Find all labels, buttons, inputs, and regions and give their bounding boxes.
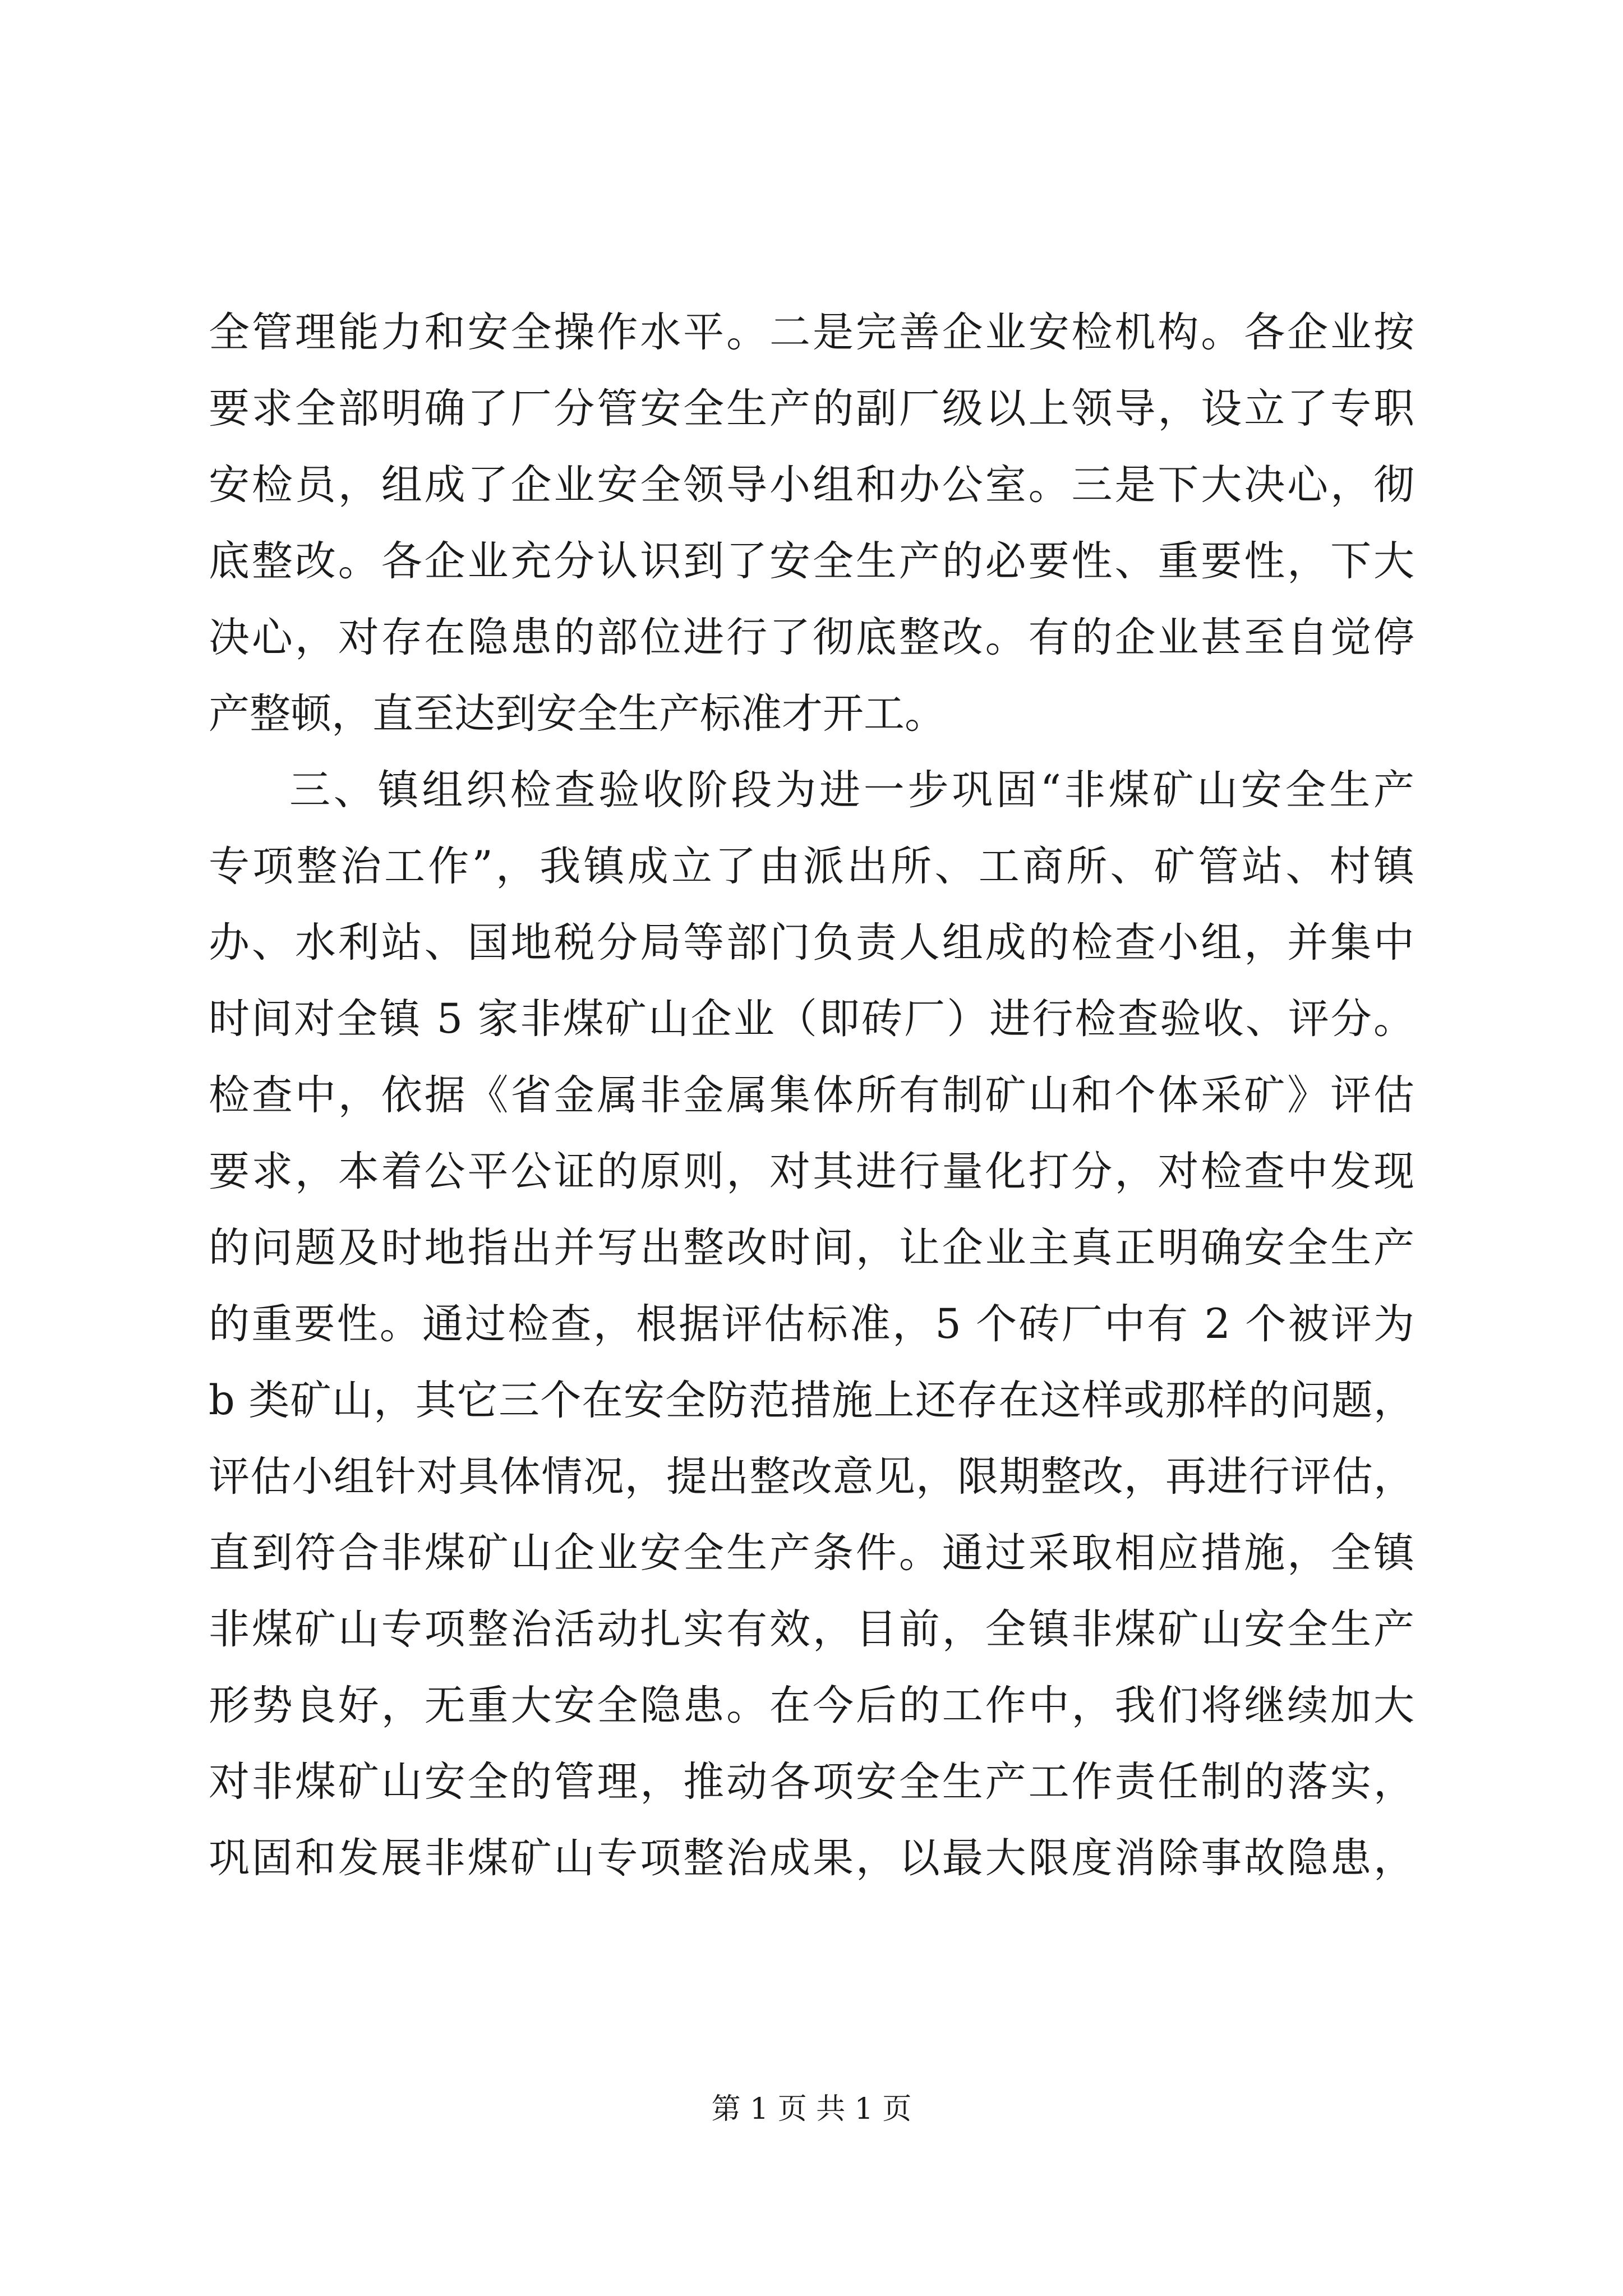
paragraph-start-line: 三、镇组织检查验收阶段为进一步巩固“非煤矿山安全生产 (289, 766, 1414, 814)
text-line: 决心，对存在隐患的部位进行了彻底整改。有的企业甚至自觉停 (209, 614, 1414, 661)
text-line: 办、水利站、国地税分局等部门负责人组成的检查小组，并集中 (209, 919, 1414, 967)
text-line: 产整顿，直至达到安全生产标准才开工。 (209, 690, 946, 738)
text-line: b 类矿山，其它三个在安全防范措施上还存在这样或那样的问题， (209, 1377, 1414, 1424)
text-line: 要求全部明确了厂分管安全生产的副厂级以上领导，设立了专职 (209, 385, 1414, 432)
text-line: 专项整治工作”，我镇成立了由派出所、工商所、矿管站、村镇 (209, 843, 1414, 890)
text-line: 形势良好，无重大安全隐患。在今后的工作中，我们将继续加大 (209, 1682, 1414, 1729)
text-line: 安检员，组成了企业安全领导小组和办公室。三是下大决心，彻 (209, 461, 1414, 509)
text-line: 非煤矿山专项整治活动扎实有效，目前，全镇非煤矿山安全生产 (209, 1605, 1414, 1653)
page-number-footer: 第 1 页 共 1 页 (711, 2092, 912, 2126)
text-line: 评估小组针对具体情况，提出整改意见，限期整改，再进行评估， (209, 1453, 1414, 1501)
text-line: 检查中，依据《省金属非金属集体所有制矿山和个体采矿》评估 (209, 1071, 1414, 1119)
text-line: 全管理能力和安全操作水平。二是完善企业安检机构。各企业按 (209, 309, 1414, 356)
text-line: 对非煤矿山安全的管理，推动各项安全生产工作责任制的落实， (209, 1758, 1414, 1806)
text-line: 时间对全镇 5 家非煤矿山企业（即砖厂）进行检查验收、评分。 (209, 995, 1414, 1043)
text-line: 底整改。各企业充分认识到了安全生产的必要性、重要性，下大 (209, 537, 1414, 585)
text-line: 的问题及时地指出并写出整改时间，让企业主真正明确安全生产 (209, 1224, 1414, 1272)
text-line: 直到符合非煤矿山企业安全生产条件。通过采取相应措施，全镇 (209, 1529, 1414, 1577)
text-line: 的重要性。通过检查，根据评估标准，5 个砖厂中有 2 个被评为 (209, 1300, 1414, 1348)
text-line: 要求，本着公平公证的原则，对其进行量化打分，对检查中发现 (209, 1148, 1414, 1195)
text-line: 巩固和发展非煤矿山专项整治成果，以最大限度消除事故隐患， (209, 1834, 1414, 1882)
